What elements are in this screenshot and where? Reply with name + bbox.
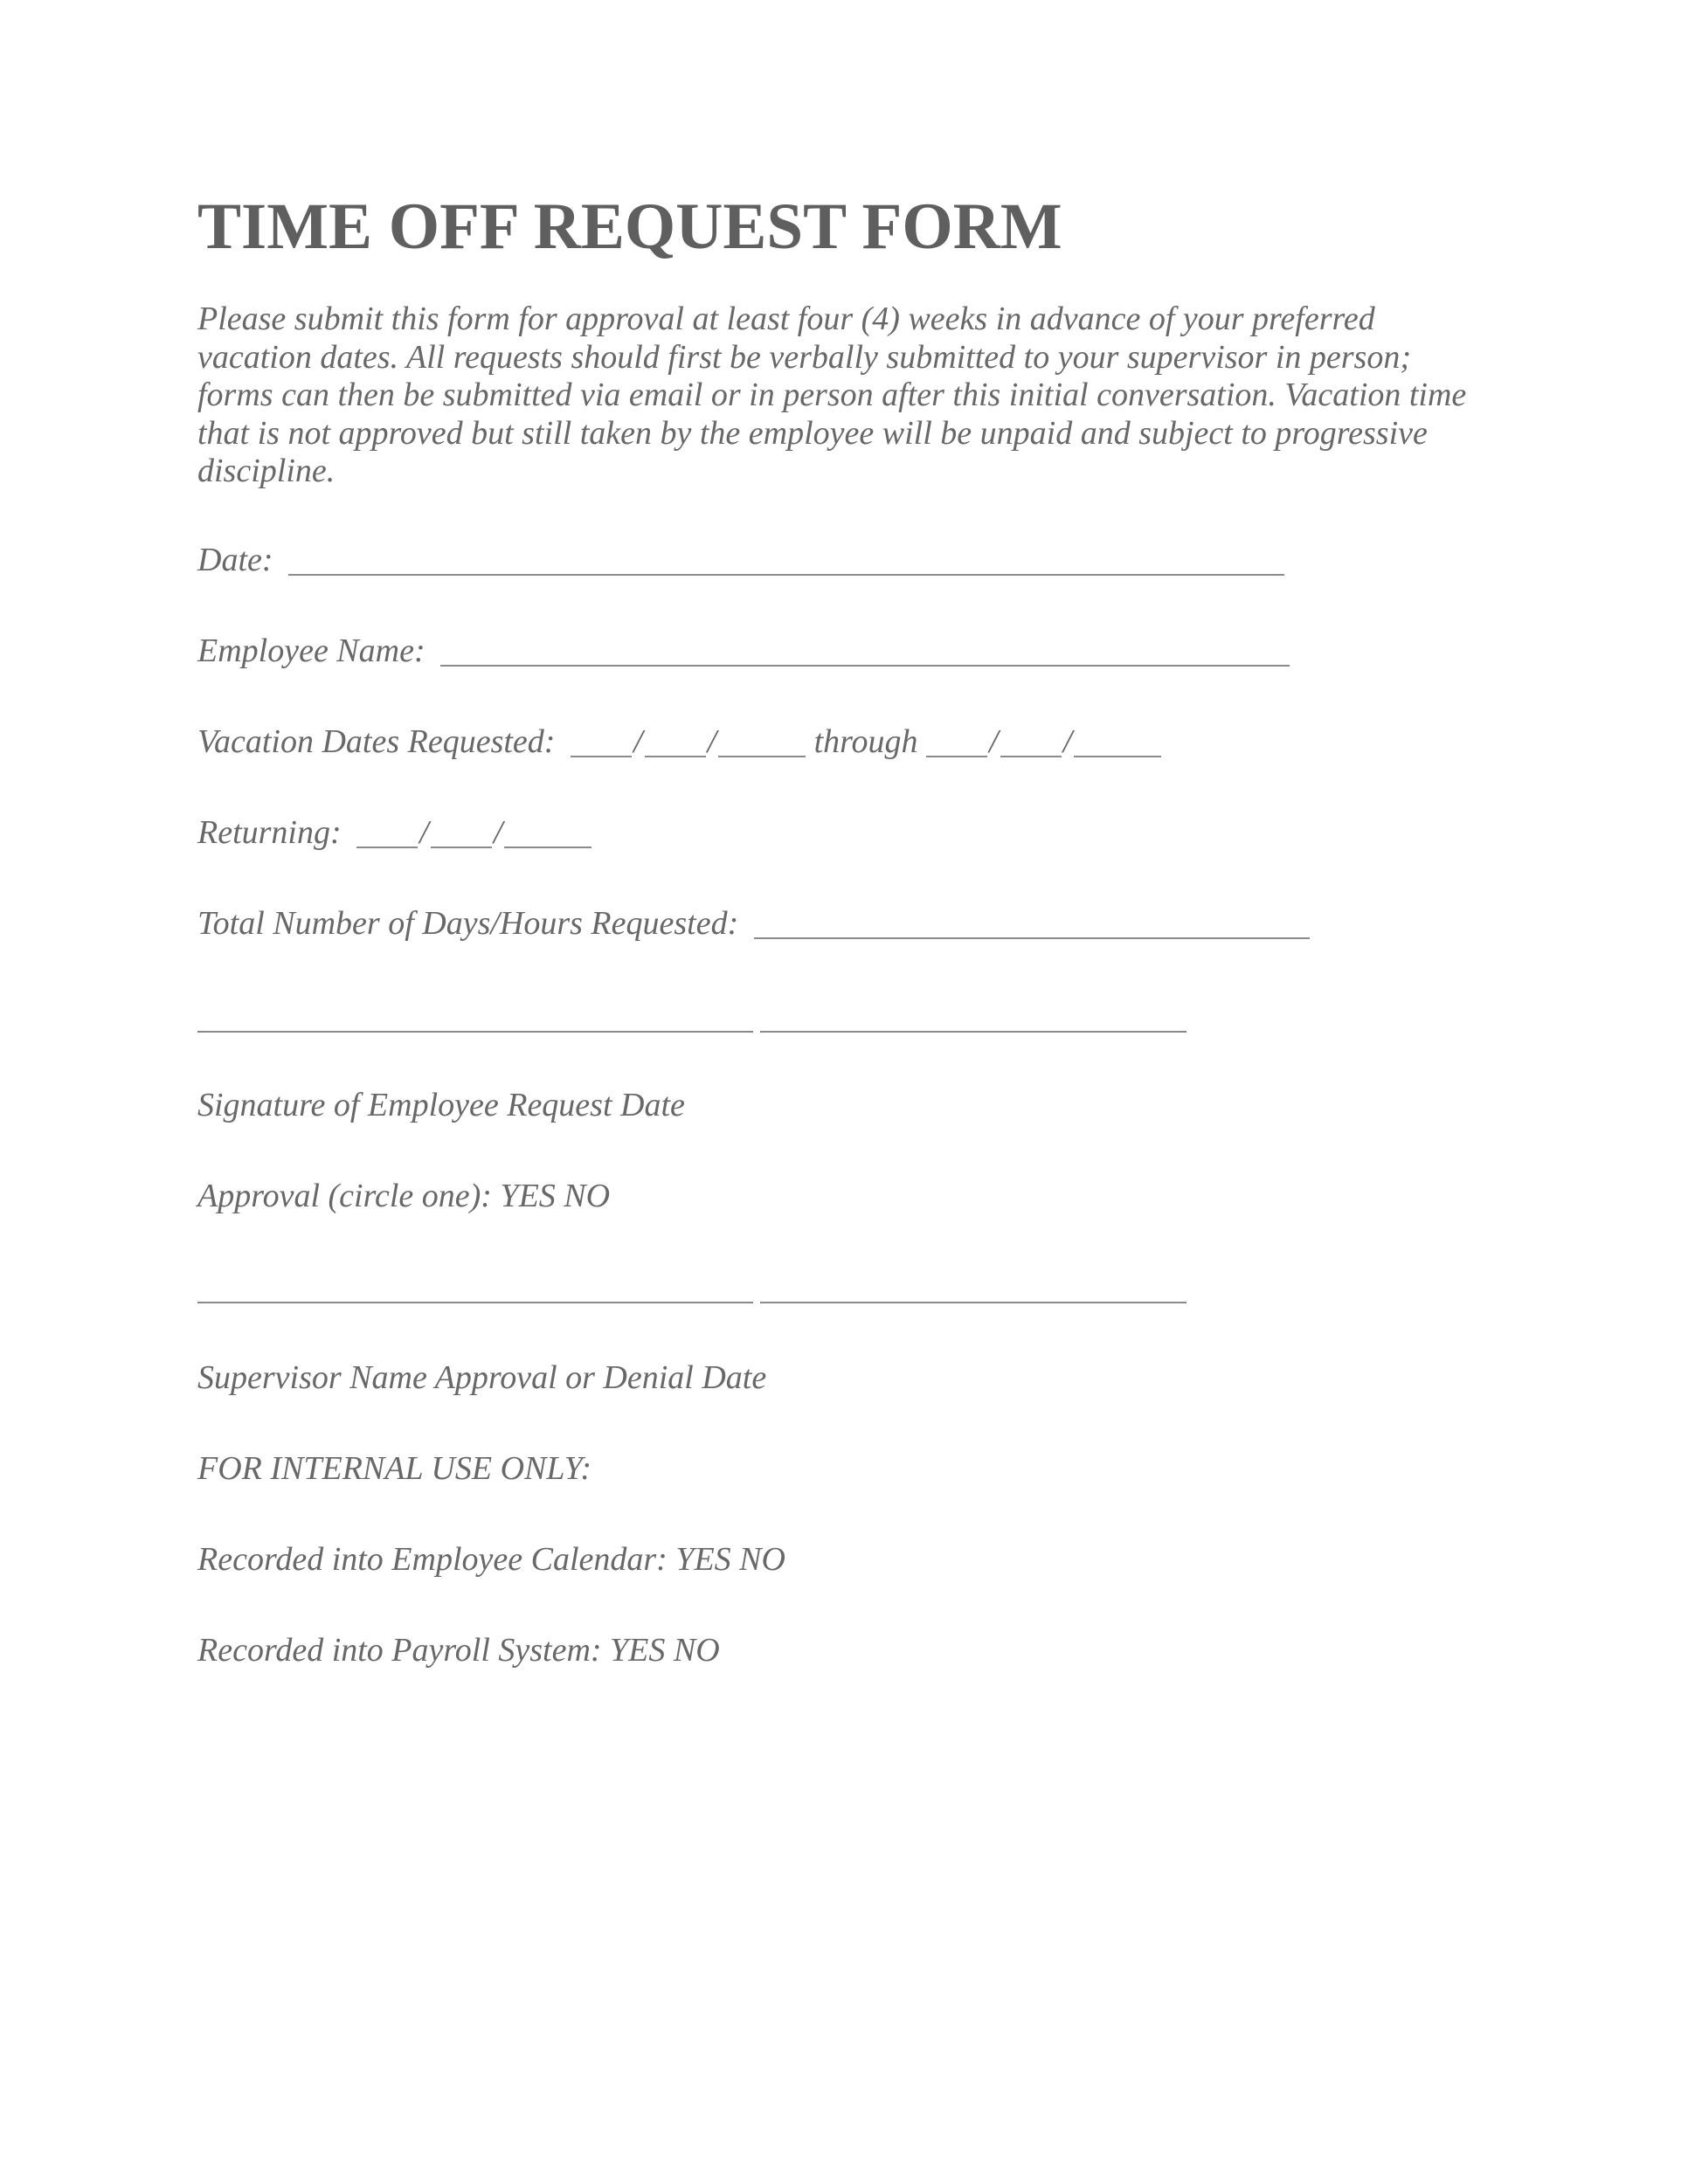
instructions-line: vacation dates. All requests should first be verbally submitted to your supervisor in person; xyxy=(197,338,1411,376)
through-label: through xyxy=(813,723,918,760)
returning-month-field[interactable] xyxy=(356,820,418,848)
total-days-label: Total Number of Days/Hours Requested: xyxy=(197,905,739,942)
employee-name-row xyxy=(197,634,1290,667)
date-label: Date: xyxy=(197,542,273,578)
date-row xyxy=(197,543,1284,577)
form-title: TIME OFF REQUEST FORM xyxy=(197,190,1062,263)
total-days-field[interactable] xyxy=(754,911,1310,939)
employee-signature-caption: Signature of Employee Request Date xyxy=(197,1087,685,1123)
returning-year-field[interactable] xyxy=(504,820,591,848)
date-separator: / xyxy=(633,723,643,760)
instructions-line: discipline. xyxy=(197,453,336,489)
end-month-field[interactable] xyxy=(926,729,987,757)
date-separator: / xyxy=(493,814,503,851)
instructions-line: forms can then be submitted via email or in person after this initial conversation. Vacation time xyxy=(197,377,1467,413)
date-separator: / xyxy=(419,814,429,851)
instructions-line: Please submit this form for approval at least four (4) weeks in advance of your preferred xyxy=(197,301,1375,337)
supervisor-name-line[interactable] xyxy=(197,1302,753,1303)
start-month-field[interactable] xyxy=(571,729,632,757)
start-day-field[interactable] xyxy=(645,729,706,757)
date-separator: / xyxy=(989,723,999,760)
employee-request-date-line[interactable] xyxy=(760,1031,1186,1033)
supervisor-caption: Supervisor Name Approval or Denial Date xyxy=(197,1359,767,1396)
date-separator: / xyxy=(1062,723,1073,760)
employee-name-label: Employee Name: xyxy=(197,632,425,669)
returning-label: Returning: xyxy=(197,814,342,851)
returning-row xyxy=(197,816,591,849)
returning-day-field[interactable] xyxy=(431,820,492,848)
end-year-field[interactable] xyxy=(1074,729,1161,757)
start-year-field[interactable] xyxy=(718,729,806,757)
vacation-dates-row xyxy=(197,725,1161,758)
calendar-recorded-label: Recorded into Employee Calendar: YES NO xyxy=(197,1541,785,1578)
vacation-dates-label: Vacation Dates Requested: xyxy=(197,723,556,760)
internal-use-heading: FOR INTERNAL USE ONLY: xyxy=(197,1450,592,1487)
date-field[interactable] xyxy=(288,548,1284,576)
supervisor-date-line[interactable] xyxy=(760,1302,1186,1303)
employee-signature-line[interactable] xyxy=(197,1031,753,1033)
instructions-paragraph xyxy=(197,301,1466,491)
approval-label: Approval (circle one): YES NO xyxy=(197,1178,611,1214)
payroll-recorded-label: Recorded into Payroll System: YES NO xyxy=(197,1632,720,1669)
date-separator: / xyxy=(707,723,717,760)
employee-name-field[interactable] xyxy=(440,639,1290,667)
end-day-field[interactable] xyxy=(1000,729,1062,757)
instructions-line: that is not approved but still taken by the employee will be unpaid and subject to progressive xyxy=(197,414,1428,452)
total-days-row xyxy=(197,907,1310,940)
